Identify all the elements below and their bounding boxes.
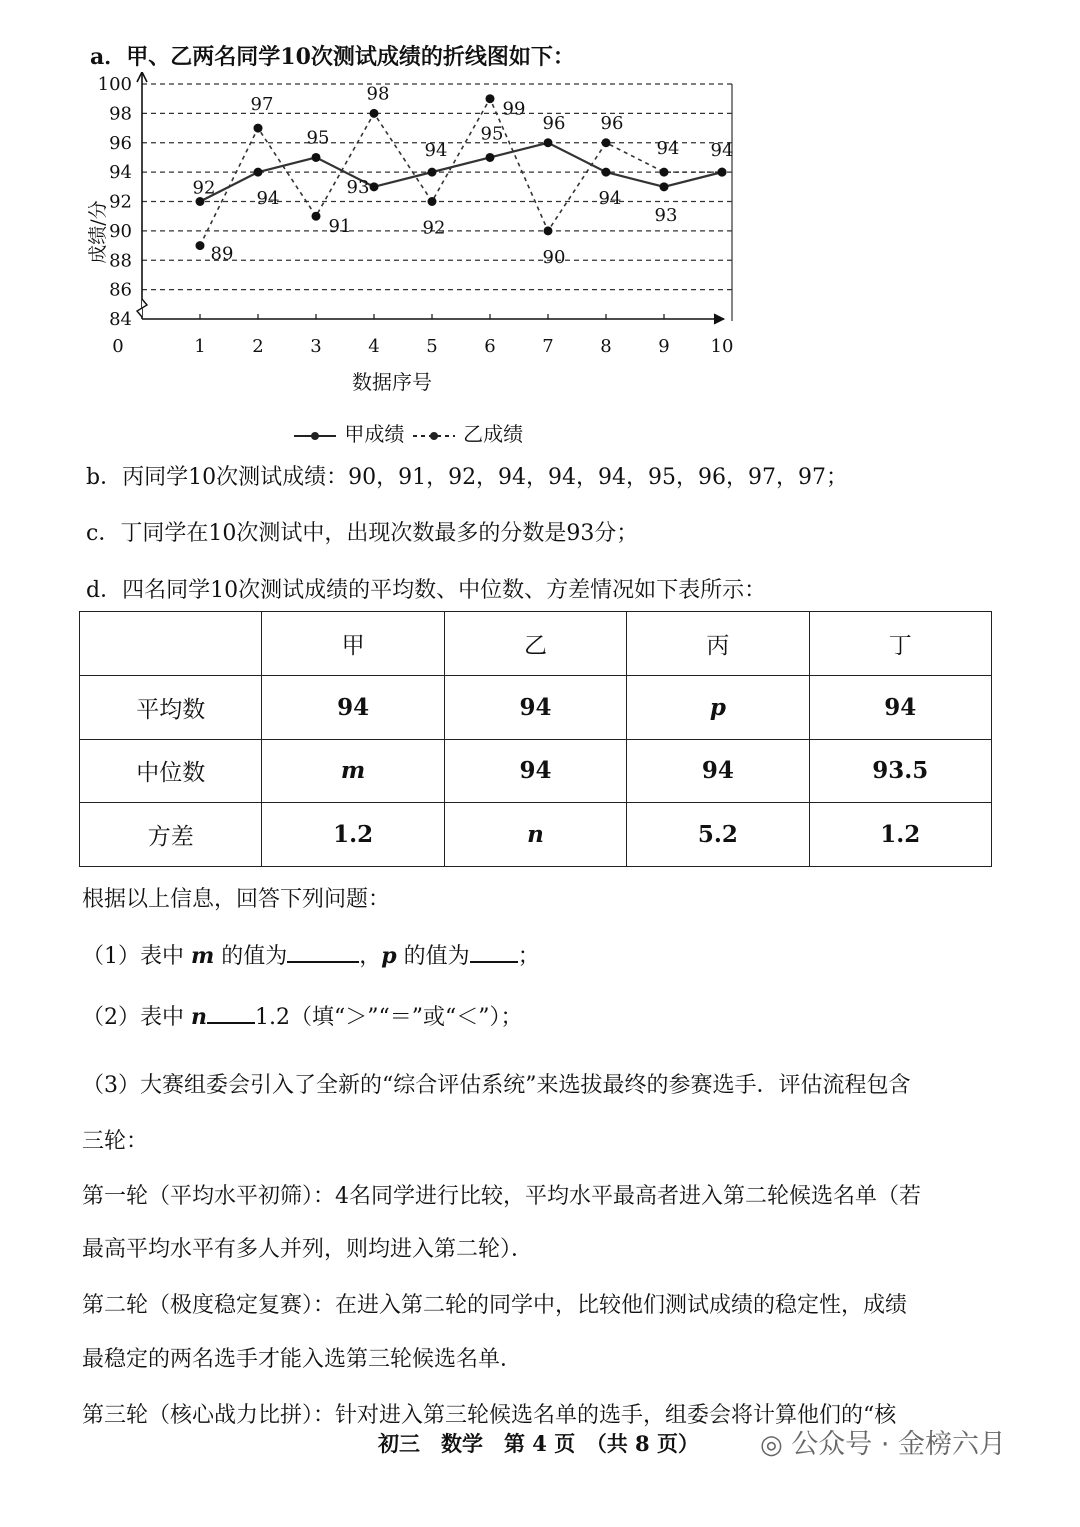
table-cell: 94 xyxy=(262,675,444,739)
data-point xyxy=(196,241,205,250)
y-tick-label: 94 xyxy=(109,162,132,184)
x-tick-label: 0 xyxy=(112,336,124,357)
chart-series xyxy=(193,83,734,268)
item-b: b．丙同学10次测试成绩：90，91，92，94，94，94，95，96，97，97； xyxy=(86,465,849,490)
table-cell: 93.5 xyxy=(809,739,991,803)
data-point xyxy=(370,109,379,118)
legend-label-yi: 乙成绩 xyxy=(463,422,524,446)
answer-blank-p xyxy=(470,939,518,963)
data-point xyxy=(602,138,611,147)
y-tick-label: 86 xyxy=(109,279,132,301)
x-axis-label: 数据序号 xyxy=(352,370,432,394)
data-label: 92 xyxy=(192,177,216,199)
stats-table xyxy=(79,611,992,867)
x-axis-arrow xyxy=(714,314,724,324)
x-tick-label: 8 xyxy=(600,336,612,357)
page-footer: 初三 数学 第 4 页 （共 8 页） xyxy=(378,1431,699,1456)
table-header-cell xyxy=(80,612,262,676)
legend-dashed-swatch xyxy=(411,430,457,442)
data-label: 94 xyxy=(424,140,448,162)
data-label: 94 xyxy=(598,188,622,210)
legend-entry-jia xyxy=(292,422,411,446)
table-cell: p xyxy=(627,675,809,739)
row-label: 方差 xyxy=(80,803,262,867)
table-header-cell: 丁 xyxy=(809,612,991,676)
line-chart xyxy=(78,72,758,392)
questions-prompt: 根据以上信息，回答下列问题： xyxy=(82,887,391,912)
data-label: 99 xyxy=(502,98,526,120)
x-tick-label: 6 xyxy=(484,336,496,357)
x-tick-label: 10 xyxy=(710,336,734,357)
item-c: c．丁同学在10次测试中，出现次数最多的分数是93分； xyxy=(86,521,639,546)
answer-blank-n xyxy=(207,1000,255,1024)
watermark: ◎ 公众号 · 金榜六月 xyxy=(760,1429,1007,1460)
data-label: 93 xyxy=(346,176,370,198)
question-2: （2）表中 n 1.2（填“＞”“＝”或“＜”）； xyxy=(82,1000,522,1031)
table-cell: 94 xyxy=(809,675,991,739)
table-cell: 1.2 xyxy=(262,803,444,867)
data-label: 96 xyxy=(542,112,566,134)
data-label: 92 xyxy=(422,217,446,239)
data-point xyxy=(370,182,379,191)
data-point xyxy=(486,153,495,162)
round2-line2: 最稳定的两名选手才能入选第三轮候选名单． xyxy=(82,1347,523,1372)
x-tick-label: 3 xyxy=(310,336,322,357)
x-tick-labels xyxy=(112,336,733,357)
y-axis-label: 成绩/分 xyxy=(87,200,109,264)
wechat-icon: ◎ xyxy=(760,1430,783,1460)
chart-legend xyxy=(292,418,523,447)
data-point xyxy=(428,197,437,206)
data-point xyxy=(660,182,669,191)
table-cell: 94 xyxy=(627,739,809,803)
table-cell: 94 xyxy=(444,739,626,803)
chart-grid xyxy=(142,84,732,321)
question-3-line1: （3）大赛组委会引入了全新的“综合评估系统”来选拔最终的参赛选手．评估流程包含 xyxy=(82,1073,911,1098)
y-tick-label: 92 xyxy=(109,191,132,213)
data-point xyxy=(312,153,321,162)
data-point xyxy=(602,168,611,177)
y-tick-label: 98 xyxy=(109,103,132,125)
y-tick-label: 88 xyxy=(109,250,132,272)
x-tick-label: 1 xyxy=(194,336,206,357)
data-label: 95 xyxy=(306,127,330,149)
table-cell: 94 xyxy=(444,675,626,739)
data-label: 89 xyxy=(210,243,234,265)
data-point xyxy=(312,212,321,221)
data-point xyxy=(486,94,495,103)
y-tick-label: 100 xyxy=(97,74,132,95)
table-cell: 1.2 xyxy=(809,803,991,867)
data-point xyxy=(428,168,437,177)
question-3-line2: 三轮： xyxy=(82,1129,149,1154)
data-point xyxy=(718,168,727,177)
legend-label-jia: 甲成绩 xyxy=(344,422,405,446)
table-cell: m xyxy=(262,739,444,803)
data-label: 97 xyxy=(250,94,274,116)
data-label: 96 xyxy=(600,112,624,134)
data-label: 93 xyxy=(654,204,678,226)
x-tick-label: 9 xyxy=(658,336,670,357)
round1-line1: 第一轮（平均水平初筛）：4名同学进行比较，平均水平最高者进入第二轮候选名单（若 xyxy=(82,1184,921,1209)
round2-line1: 第二轮（极度稳定复赛）：在进入第二轮的同学中，比较他们测试成绩的稳定性，成绩 xyxy=(82,1293,908,1318)
data-point xyxy=(254,124,263,133)
x-tick-label: 7 xyxy=(542,336,554,357)
legend-entry-yi xyxy=(411,422,523,446)
data-label: 90 xyxy=(542,246,566,268)
data-label: 94 xyxy=(256,188,280,210)
data-point xyxy=(254,168,263,177)
question-1: （1）表中 m 的值为 ，p 的值为 ； xyxy=(82,939,540,970)
item-d: d．四名同学10次测试成绩的平均数、中位数、方差情况如下表所示： xyxy=(86,578,767,603)
item-a-intro: a．甲、乙两名同学10次测试成绩的折线图如下： xyxy=(90,44,575,70)
round3-line1: 第三轮（核心战力比拼）：针对进入第三轮候选名单的选手，组委会将计算他们的“核 xyxy=(82,1403,897,1428)
table-header-cell: 甲 xyxy=(262,612,444,676)
answer-blank-m xyxy=(287,939,359,963)
y-axis-break xyxy=(137,299,147,317)
x-tick-label: 5 xyxy=(426,336,438,357)
legend-solid-swatch xyxy=(292,430,338,442)
x-tick-label: 4 xyxy=(368,336,380,357)
table-cell: 5.2 xyxy=(627,803,809,867)
table-header-cell: 丙 xyxy=(627,612,809,676)
table-row xyxy=(80,675,992,739)
data-label: 94 xyxy=(710,140,734,162)
table-header-cell: 乙 xyxy=(444,612,626,676)
table-row xyxy=(80,739,992,803)
y-tick-label: 84 xyxy=(109,309,132,330)
y-tick-label: 96 xyxy=(109,132,132,154)
x-tick-label: 2 xyxy=(252,336,264,357)
data-point xyxy=(660,168,669,177)
row-label: 平均数 xyxy=(80,675,262,739)
data-label: 91 xyxy=(328,216,352,238)
data-label: 94 xyxy=(656,138,680,160)
table-row xyxy=(80,803,992,867)
data-point xyxy=(544,226,553,235)
table-header-row xyxy=(80,612,992,676)
y-tick-label: 90 xyxy=(109,220,132,242)
round1-line2: 最高平均水平有多人并列，则均进入第二轮）． xyxy=(82,1237,534,1262)
data-label: 95 xyxy=(480,123,504,145)
row-label: 中位数 xyxy=(80,739,262,803)
data-point xyxy=(544,138,553,147)
table-cell: n xyxy=(444,803,626,867)
data-label: 98 xyxy=(366,83,390,105)
